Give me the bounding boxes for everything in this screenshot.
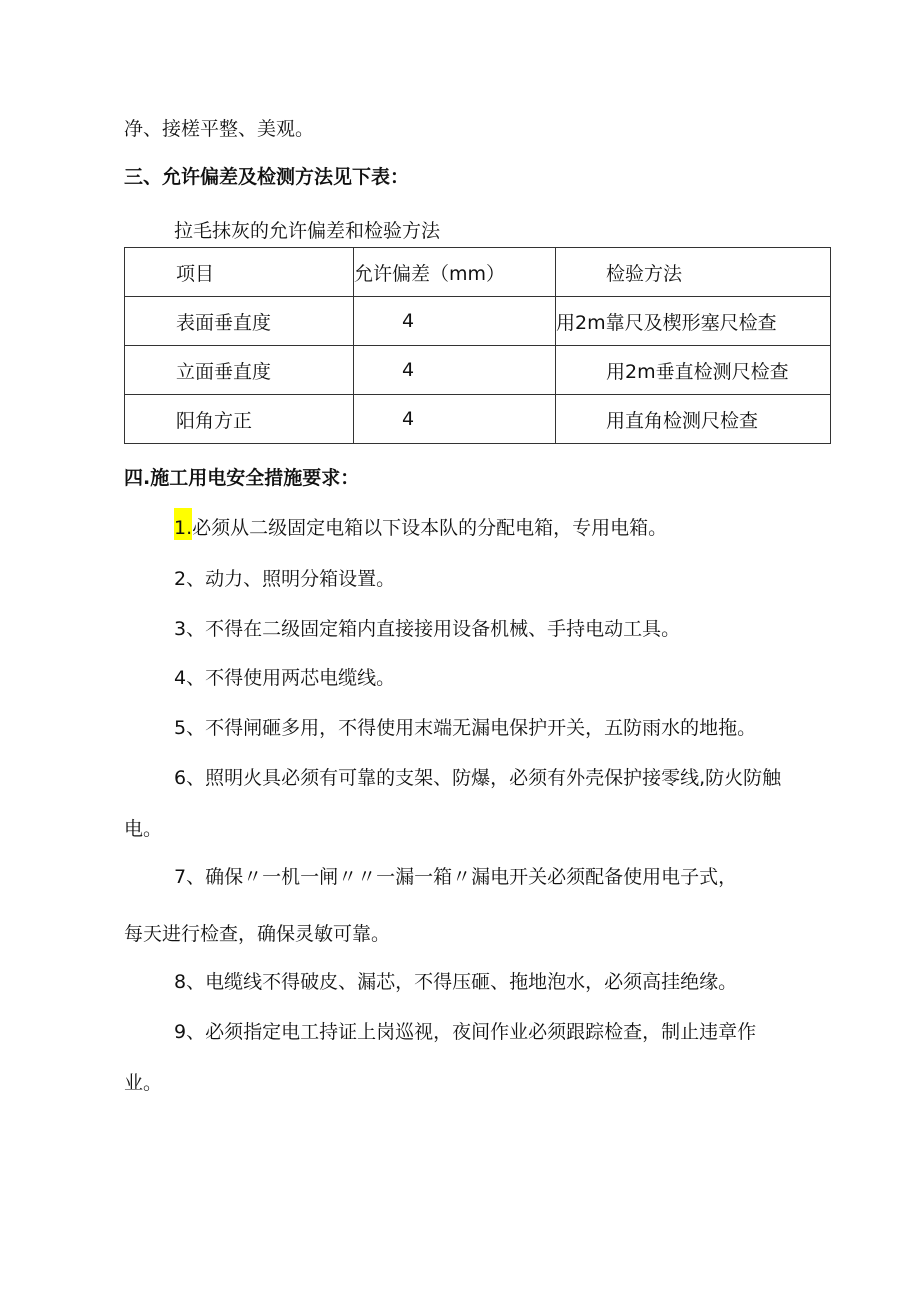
- list-item: 2、动力、照明分箱设置。: [174, 568, 396, 590]
- list-item: 3、不得在二级固定箱内直接接用设备机械、手持电动工具。: [174, 618, 681, 640]
- list-item: 4、不得使用两芯电缆线。: [174, 667, 396, 689]
- table-cell-tolerance: 4: [354, 395, 556, 444]
- list-item: 8、电缆线不得破皮、漏芯，不得压砸、拖地泡水，必须高挂绝缘。: [174, 971, 738, 993]
- table-header-cell: 项目: [125, 248, 354, 297]
- table-header-cell: 允许偏差（mm）: [354, 248, 556, 297]
- list-item: 6、照明火具必须有可靠的支架、防爆，必须有外壳保护接零线,防火防触: [174, 767, 782, 789]
- table-caption: 拉毛抹灰的允许偏差和检验方法: [174, 220, 441, 242]
- table-cell-method: 用2m垂直检测尺检查: [556, 346, 831, 395]
- table-header-row: [125, 248, 831, 297]
- paragraph-continuation: 净、接槎平整、美观。: [124, 118, 315, 140]
- table-cell-method: 用直角检测尺检查: [556, 395, 831, 444]
- table-cell-method: 用2m靠尺及楔形塞尺检查: [556, 297, 831, 346]
- list-item: [174, 508, 667, 540]
- section-3-heading: 三、允许偏差及检测方法见下表：: [124, 166, 410, 188]
- list-item: 5、不得闸砸多用，不得使用末端无漏电保护开关，五防雨水的地拖。: [174, 717, 757, 739]
- section-4-heading: 四.施工用电安全措施要求：: [124, 467, 360, 489]
- table-row: [125, 297, 831, 346]
- table-cell-item: 阳角方正: [125, 395, 354, 444]
- deviation-table: [124, 247, 831, 444]
- list-item-continuation: 每天进行检查，确保灵敏可靠。: [124, 923, 391, 945]
- table-row: [125, 395, 831, 444]
- list-item: 7、确保〃一机一闸〃〃一漏一箱〃漏电开关必须配备使用电子式，: [174, 866, 738, 888]
- list-item-continuation: 业。: [124, 1072, 163, 1094]
- table-cell-tolerance: 4: [354, 297, 556, 346]
- table-header-cell: 检验方法: [556, 248, 831, 297]
- list-item-continuation: 电。: [124, 818, 163, 840]
- table-cell-item: 表面垂直度: [125, 297, 354, 346]
- table-cell-item: 立面垂直度: [125, 346, 354, 395]
- highlighted-number: 1.: [174, 508, 192, 540]
- list-item: 9、必须指定电工持证上岗巡视，夜间作业必须跟踪检查，制止违章作: [174, 1021, 757, 1043]
- table-cell-tolerance: 4: [354, 346, 556, 395]
- list-item-text: 必须从二级固定电箱以下设本队的分配电箱，专用电箱。: [192, 517, 668, 539]
- table-row: [125, 346, 831, 395]
